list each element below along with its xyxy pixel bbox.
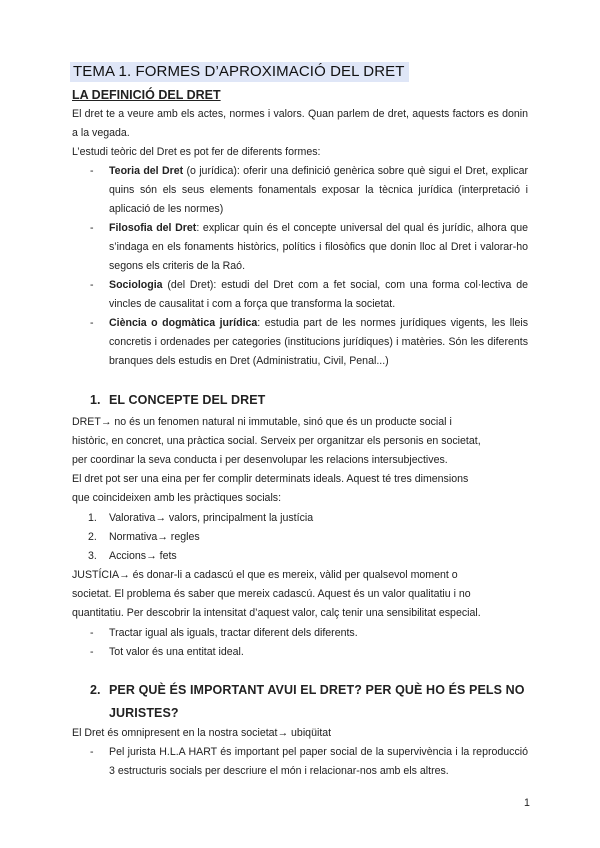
paragraph-line: que coincideixen amb les pràctiques socials: xyxy=(72,492,282,504)
document-title: TEMA 1. FORMES D’APROXIMACIÓ DEL DRET xyxy=(70,62,409,82)
definition-intro: El dret te a veure amb els actes, normes i valors. Quan parlem de dret, aquests factors es donin a la vegada. xyxy=(72,108,528,139)
list-item: Pel jurista H.L.A HART és important pel paper social de la supervivència i la reproducció 3 estructuris socials per descriure el món i relacionar-nos amb els altres. xyxy=(109,746,528,777)
bullet-dash: - xyxy=(90,222,94,234)
section-heading: EL CONCEPTE DEL DRET xyxy=(109,393,266,407)
bullet-dash: - xyxy=(90,279,94,291)
paragraph-line: DRET→ no és un fenomen natural ni immutable, sinó que és un producte social i xyxy=(72,416,452,428)
list-item-ciencia xyxy=(109,314,528,371)
definition-heading: LA DEFINICIÓ DEL DRET xyxy=(72,88,221,102)
list-item: Normativa→ regles xyxy=(109,531,200,543)
section-number: 1. xyxy=(90,393,101,407)
bullet-dash: - xyxy=(90,746,94,758)
term: Teoria del Dret xyxy=(109,165,184,177)
list-number: 1. xyxy=(88,512,97,524)
section-number: 2. xyxy=(90,683,101,697)
list-item: Valorativa→ valors, principalment la justícia xyxy=(109,512,314,524)
bullet-dash: - xyxy=(90,165,94,177)
bullet-dash: - xyxy=(90,646,94,658)
bullet-dash: - xyxy=(90,317,94,329)
list-item-teoria xyxy=(109,162,528,219)
paragraph-line: quantitatiu. Per descobrir la intensitat d’aquest valor, calç tenir una sensibilitat especial. xyxy=(72,607,481,619)
list-number: 2. xyxy=(88,531,97,543)
list-item-sociologia xyxy=(109,276,528,314)
list-item: Accions→ fets xyxy=(109,550,177,562)
page-number: 1 xyxy=(524,797,530,809)
paragraph-line: El dret pot ser una eina per fer complir determinats ideals. Aquest té tres dimensions xyxy=(72,473,469,485)
paragraph-line: per coordinar la seva conducta i per desenvolupar les relacions intersubjectives. xyxy=(72,454,448,466)
paragraph-line: JUSTÍCIA→ és donar-li a cadascú el que es mereix, vàlid per qualsevol moment o xyxy=(72,569,458,581)
definition-lead: L’estudi teòric del Dret es pot fer de diferents formes: xyxy=(72,146,321,158)
list-number: 3. xyxy=(88,550,97,562)
term-description: (o jurídica): oferir una definició genèrica sobre què sigui el Dret, explicar quins són els seus elements fonamentals exposar la tècnica jurídica (interpretació i aplicació de les normes) xyxy=(109,165,528,215)
term-description: : estudia part de les normes jurídiques vigents, les lleis concretis i ordenades per categories (institucions jurídiques) i matèries. Són les diferents branques dels estudis en Dret (Administratiu, Civil, Penal...) xyxy=(109,317,528,367)
paragraph-line: històric, en concret, una pràctica social. Serveix per organitzar els personis en societat, xyxy=(72,435,481,447)
list-item: Tot valor és una entitat ideal. xyxy=(109,646,244,658)
section-heading-cont: JURISTES? xyxy=(109,706,179,720)
term: Sociologia xyxy=(109,279,163,291)
section-heading: PER QUÈ ÉS IMPORTANT AVUI EL DRET? PER QUÈ HO ÉS PELS NO xyxy=(109,683,525,697)
term: Filosofia del Dret xyxy=(109,222,197,234)
term-description: : explicar quin és el concepte universal del qual és jurídic, alhora que s’indaga en els fonaments històrics, polítics i filosòfics que donin lloc al Dret i valorar-ho segons els criteris de la Raó. xyxy=(109,222,528,272)
term: Ciència o dogmàtica jurídica xyxy=(109,317,258,329)
list-item: Tractar igual als iguals, tractar diferent dels diferents. xyxy=(109,627,358,639)
bullet-dash: - xyxy=(90,627,94,639)
paragraph-line: El Dret és omnipresent en la nostra societat→ ubiqüitat xyxy=(72,727,332,739)
list-item-filosofia xyxy=(109,219,528,276)
term-description: (del Dret): estudi del Dret com a fet social, com una forma col·lectiva de vincles de causalitat i com a força que transforma la societat. xyxy=(109,279,528,310)
paragraph-line: societat. El problema és saber que mereix cadascú. Aquest és un valor qualitatiu i no xyxy=(72,588,471,600)
